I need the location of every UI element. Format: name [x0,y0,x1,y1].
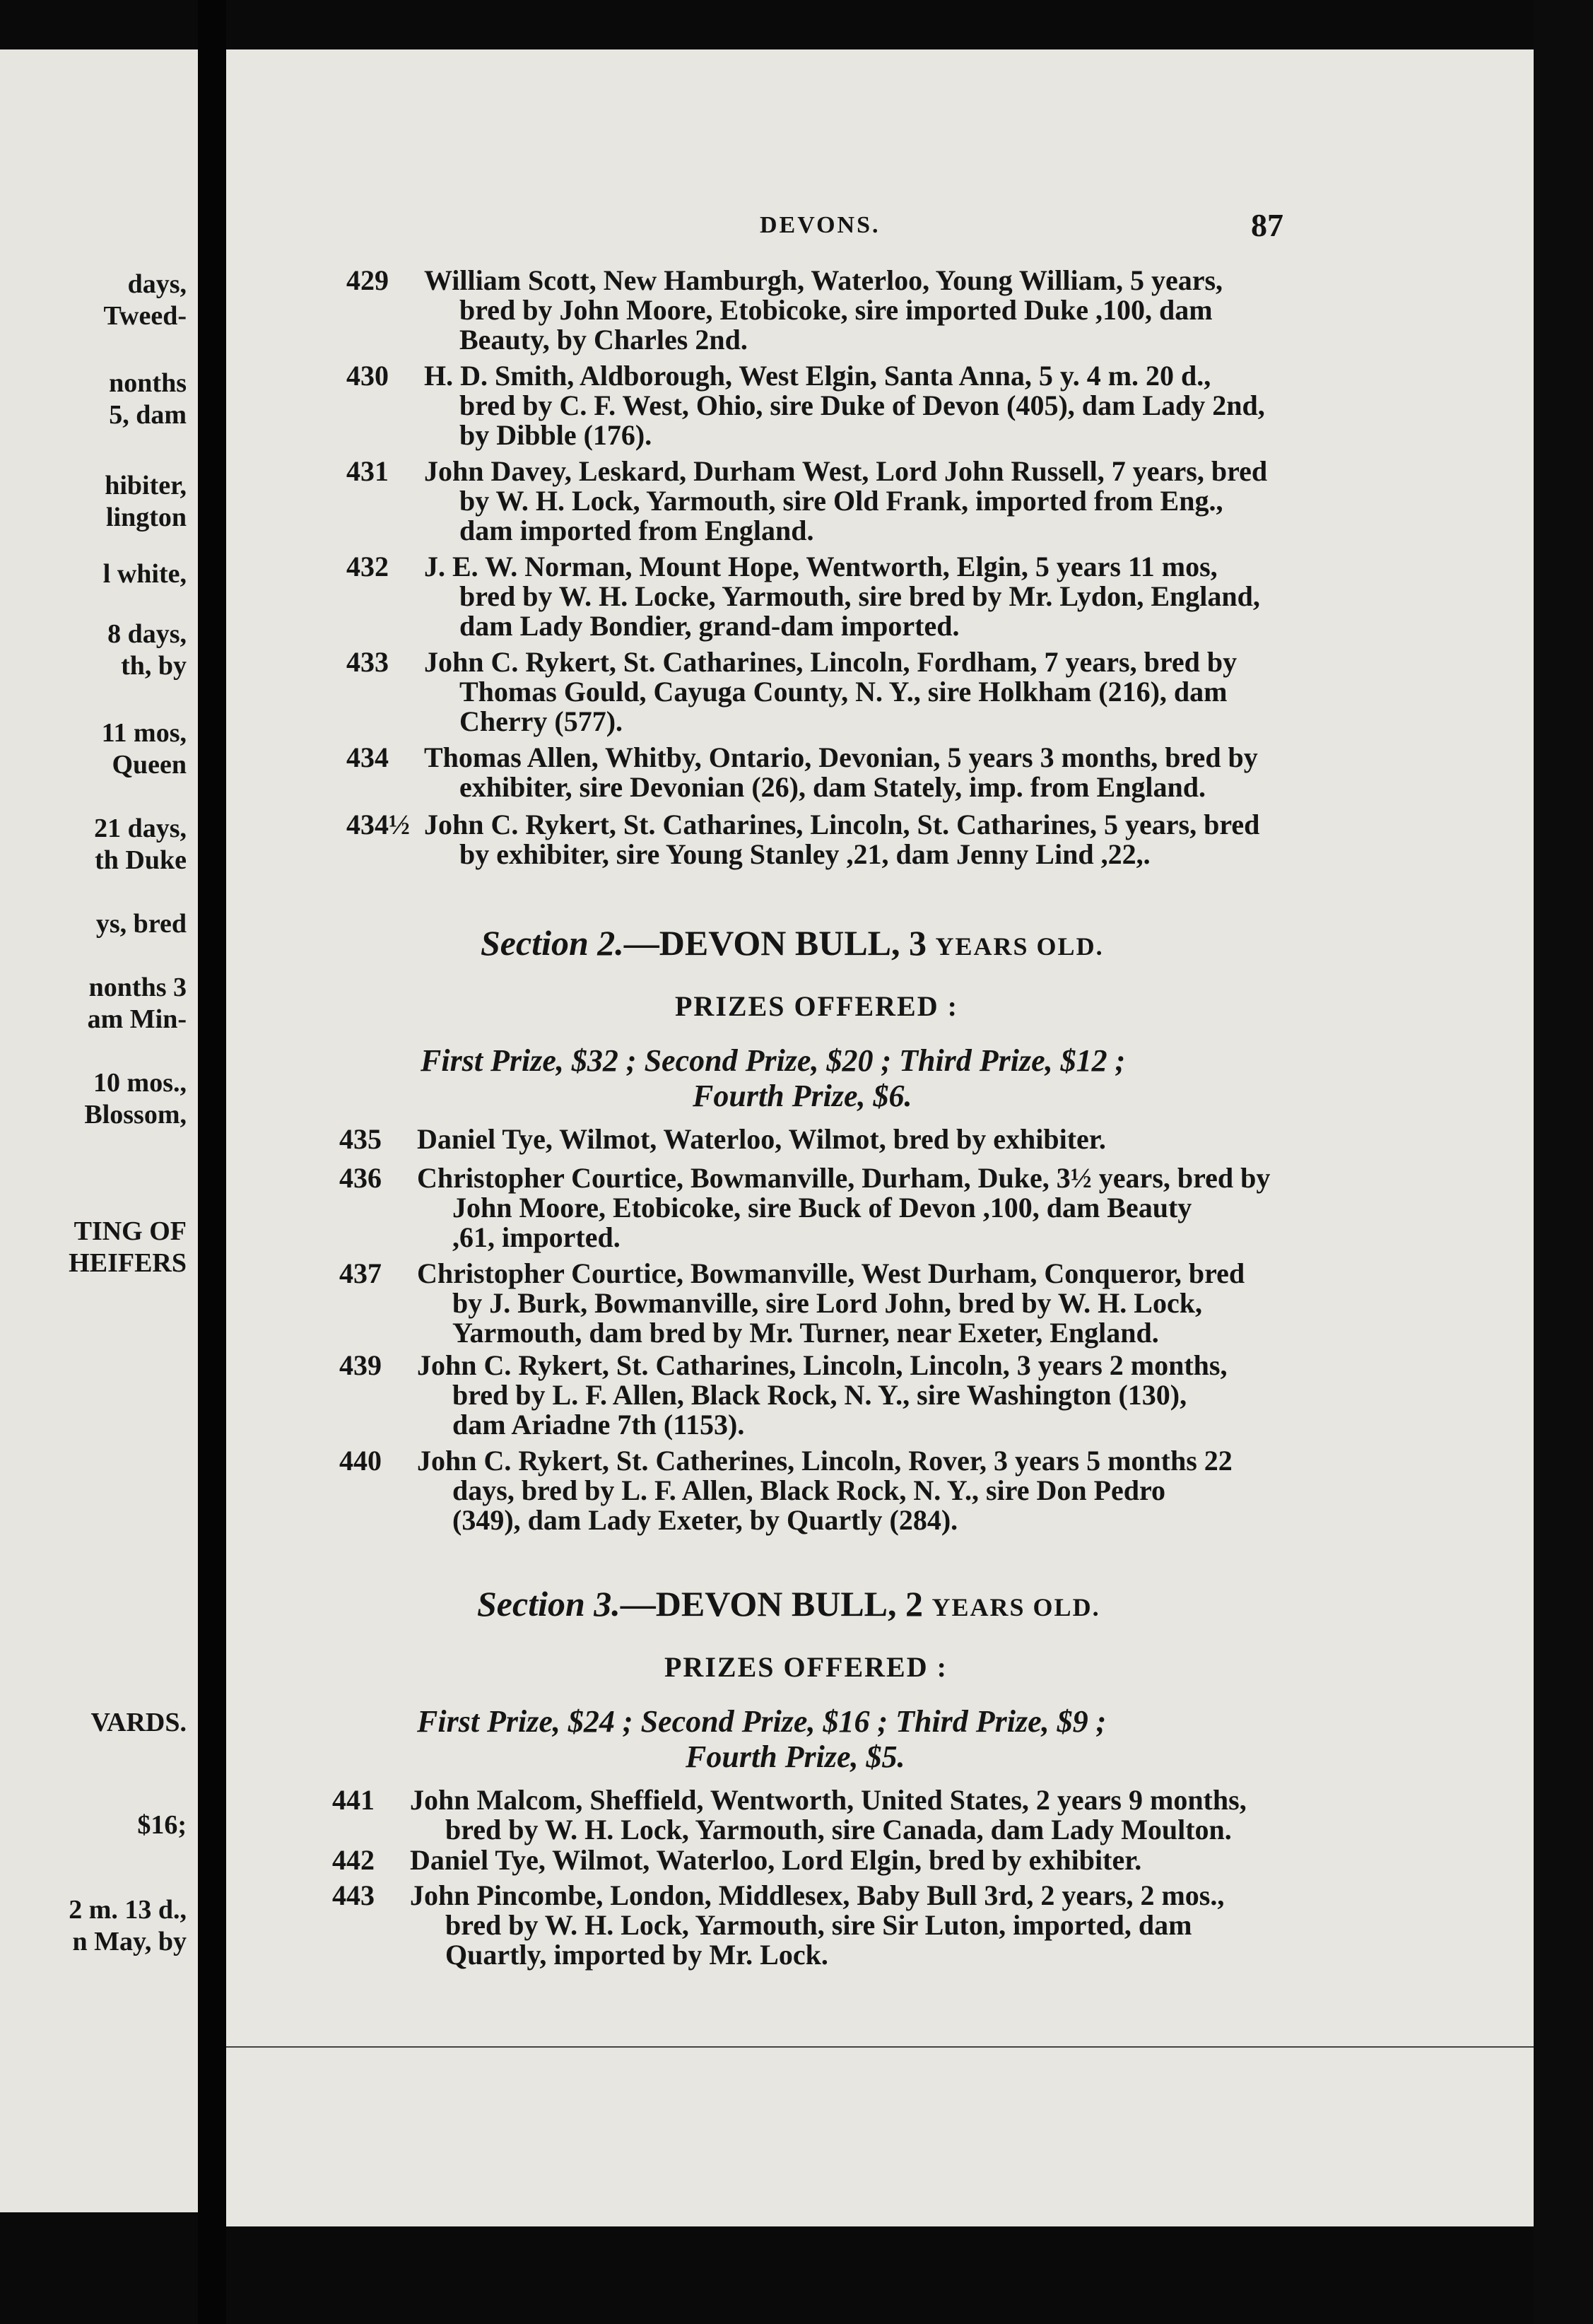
entry-number: 433 [346,646,389,678]
section-3-title [477,1583,1100,1624]
left-page-line: 2 m. 13 d., [69,1895,187,1925]
page [226,49,1534,2226]
entry-line: John C. Rykert, St. Catharines, Lincoln, St. Catharines, 5 years, bred [424,809,1260,840]
entry-line: Yarmouth, dam bred by Mr. Turner, near Exeter, England. [452,1317,1159,1349]
entry-line: bred by W. H. Lock, Yarmouth, sire Sir Luton, imported, dam [445,1910,1192,1941]
entry-line: John Moore, Etobicoke, sire Buck of Devon ,100, dam Beauty [452,1192,1192,1223]
entry-line: ,61, imported. [452,1222,621,1253]
left-page-line: 21 days, [94,814,187,843]
left-page-line: days, [127,269,187,299]
left-page-line: Queen [112,750,187,780]
entry-line: dam imported from England. [459,515,814,546]
entry [346,742,1357,804]
left-page-line: n May, by [72,1927,187,1956]
bottom-rule [226,2046,1534,2048]
entry-line: bred by John Moore, Etobicoke, sire imported Duke ,100, dam [459,295,1213,326]
entry-line: John C. Rykert, St. Catharines, Lincoln, Fordham, 7 years, bred by [424,647,1238,678]
entry [346,809,1357,872]
entry-line: days, bred by L. F. Allen, Black Rock, N. Y., sire Don Pedro [452,1475,1166,1506]
section-2-prizes-offered: PRIZES OFFERED : [675,990,958,1022]
entry-line: Daniel Tye, Wilmot, Waterloo, Wilmot, bred by exhibiter. [417,1124,1106,1155]
section-3-prizes-offered: PRIZES OFFERED : [664,1651,948,1683]
entry-number: 443 [332,1879,375,1911]
section-3-label: Section 3. [477,1584,621,1624]
entry [346,456,1357,549]
entry-line: dam Ariadne 7th (1153). [452,1409,745,1440]
entry-number: 441 [332,1784,375,1816]
entry-line: John C. Rykert, St. Catharines, Lincoln, Lincoln, 3 years 2 months, [417,1350,1228,1381]
section-2-age-unit: YEARS OLD. [935,932,1104,961]
left-page-fragment [0,49,198,2212]
left-page-line: lington [105,503,187,532]
entry-line: dam Lady Bondier, grand-dam imported. [459,611,960,642]
left-page-line: nonths [109,368,187,398]
entry-number: 440 [339,1445,382,1477]
section-2-label: Section 2. [481,923,624,963]
section-3-prizes-line-2: Fourth Prize, $5. [686,1739,905,1774]
section-2-title [481,922,1104,963]
left-page-line: nonths 3 [88,973,187,1002]
entry-line: William Scott, New Hamburgh, Waterloo, Young William, 5 years, [424,265,1223,296]
entry [332,1880,1343,1973]
left-page-line: th Duke [95,845,187,875]
entry-line: John C. Rykert, St. Catherines, Lincoln, Rover, 3 years 5 months 22 [417,1445,1233,1477]
book-gutter [198,0,226,2324]
entry-number: 435 [339,1123,382,1155]
section-2-age: 3 [909,923,927,963]
left-page-line: Blossom, [84,1100,187,1129]
left-page-line: 10 mos., [93,1068,187,1098]
left-page-line: VARDS. [90,1708,187,1737]
entry-line: John Davey, Leskard, Durham West, Lord John Russell, 7 years, bred [424,456,1268,487]
left-page-line: th, by [121,651,187,681]
entry-line: bred by W. H. Lock, Yarmouth, sire Canada, dam Lady Moulton. [445,1814,1232,1845]
entry-line: exhibiter, sire Devonian (26), dam Stately, imp. from England. [459,772,1206,803]
left-page-line: TING OF [74,1216,187,1246]
section-3-age-unit: YEARS OLD. [931,1593,1100,1621]
entry-line: John Pincombe, London, Middlesex, Baby Bull 3rd, 2 years, 2 mos., [410,1880,1225,1911]
entry-line: bred by C. F. West, Ohio, sire Duke of Devon (405), dam Lady 2nd, [459,390,1265,421]
left-page-line: 11 mos, [101,718,187,748]
entry-number: 437 [339,1257,382,1289]
entry [346,265,1357,358]
entry-line: by J. Burk, Bowmanville, sire Lord John, bred by W. H. Lock, [452,1288,1202,1319]
left-page-line: am Min- [87,1004,187,1034]
entry-number: 434½ [346,809,410,840]
entry [346,360,1357,454]
entry-line: bred by W. H. Locke, Yarmouth, sire bred by Mr. Lydon, England, [459,581,1260,612]
entry-line: Christopher Courtice, Bowmanville, West Durham, Conqueror, bred [417,1258,1245,1289]
left-page-line: ys, bred [95,909,187,939]
entry-number: 442 [332,1844,375,1876]
entry-line: Quartly, imported by Mr. Lock. [445,1939,828,1971]
entry [332,1845,1343,1876]
entry-number: 431 [346,455,389,487]
entry [346,551,1357,645]
entry-line: Thomas Gould, Cayuga County, N. Y., sire Holkham (216), dam [459,676,1228,708]
entry [339,1350,1350,1443]
left-page-line: 5, dam [109,400,187,430]
entry-number: 439 [339,1349,382,1381]
entry-number: 429 [346,264,389,296]
page-number: 87 [1251,207,1283,243]
entry-line: John Malcom, Sheffield, Wentworth, United States, 2 years 9 months, [410,1785,1247,1816]
entry-line: Cherry (577). [459,706,623,737]
entry [332,1785,1343,1847]
left-page-line: Tweed- [103,301,187,331]
section-2-heading: —DEVON BULL, [623,923,900,963]
left-page-line: l white, [102,559,187,589]
left-page-line: 8 days, [107,619,187,649]
left-page-line: $16; [137,1810,187,1840]
section-3-heading: —DEVON BULL, [620,1584,897,1624]
entry-line: by Dibble (176). [459,420,652,451]
entry-number: 432 [346,551,389,582]
entry [339,1163,1350,1256]
entry [346,647,1357,740]
section-3-prizes-line-1: First Prize, $24 ; Second Prize, $16 ; Third Prize, $9 ; [417,1704,1107,1739]
left-page-line: hibiter, [105,471,187,500]
entry-line: J. E. W. Norman, Mount Hope, Wentworth, Elgin, 5 years 11 mos, [424,551,1218,582]
entry-line: (349), dam Lady Exeter, by Quartly (284). [452,1505,958,1536]
page-header [226,207,1534,254]
entry-line: Beauty, by Charles 2nd. [459,324,748,356]
entry-line: by exhibiter, sire Young Stanley ,21, dam Jenny Lind ,22,. [459,839,1151,870]
entry-line: Thomas Allen, Whitby, Ontario, Devonian, 5 years 3 months, bred by [424,742,1258,773]
section-2-prizes-line-1: First Prize, $32 ; Second Prize, $20 ; Third Prize, $12 ; [421,1043,1126,1078]
entry-number: 436 [339,1162,382,1194]
entry [339,1124,1350,1155]
entry-line: bred by L. F. Allen, Black Rock, N. Y., sire Washington (130), [452,1380,1187,1411]
entry [339,1258,1350,1351]
entry-line: Christopher Courtice, Bowmanville, Durham, Duke, 3½ years, bred by [417,1163,1271,1194]
section-2-prizes-line-2: Fourth Prize, $6. [693,1079,912,1113]
section-3-age: 2 [905,1584,924,1624]
entry-number: 430 [346,360,389,392]
entry [339,1445,1350,1539]
entry-line: Daniel Tye, Wilmot, Waterloo, Lord Elgin, bred by exhibiter. [410,1845,1142,1876]
entry-line: H. D. Smith, Aldborough, West Elgin, Santa Anna, 5 y. 4 m. 20 d., [424,360,1211,392]
entry-line: by W. H. Lock, Yarmouth, sire Old Frank, imported from Eng., [459,486,1223,517]
entry-number: 434 [346,741,389,773]
right-page-edge [1534,0,1593,2324]
left-page-line: HEIFERS [69,1248,187,1278]
running-title: DEVONS. [760,212,881,238]
